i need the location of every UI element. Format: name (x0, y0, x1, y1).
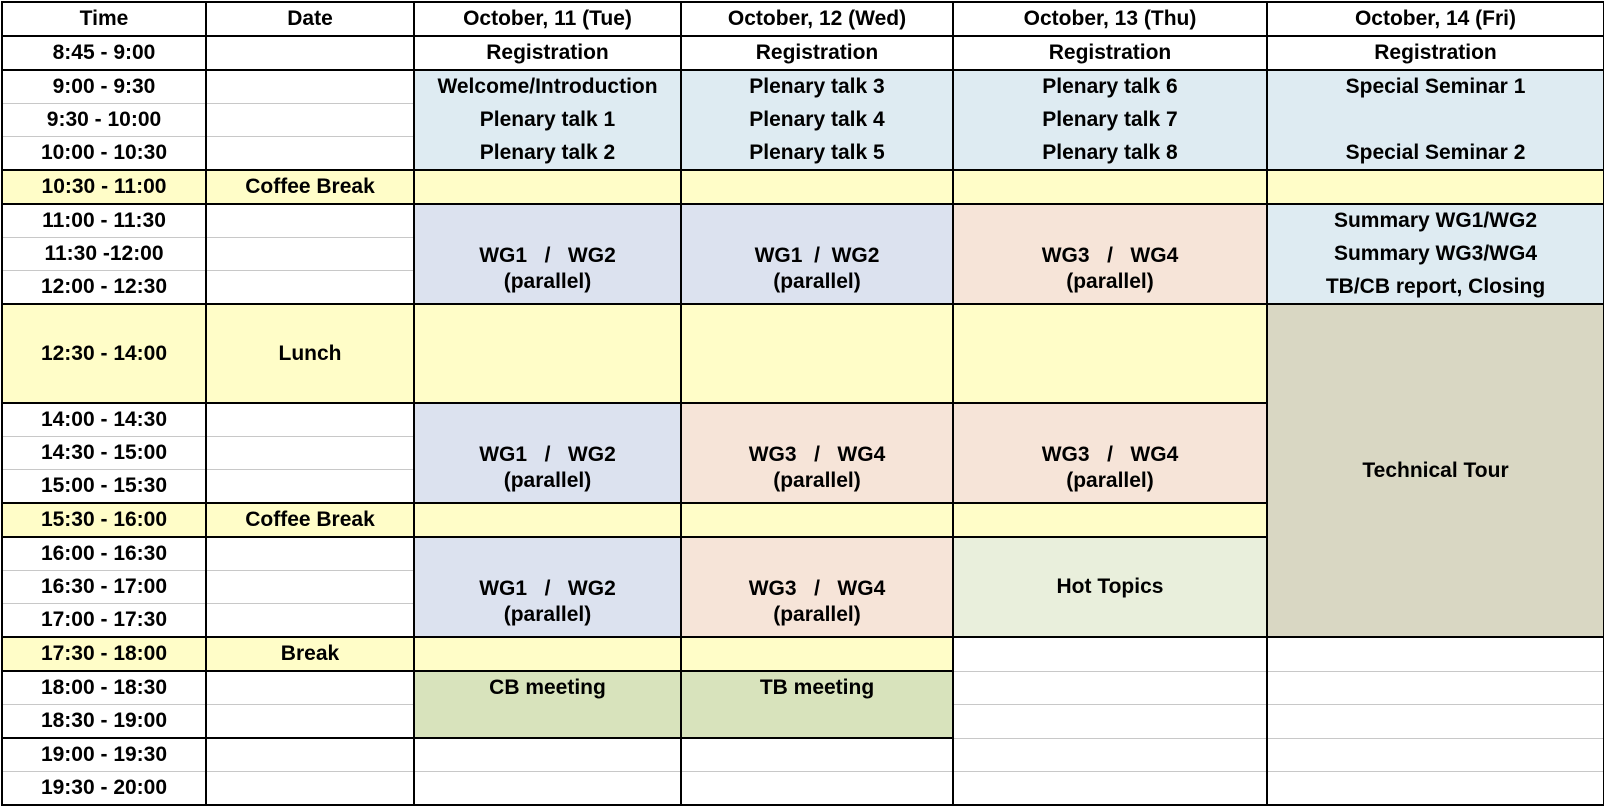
session-title: WG1 / WG2 (479, 443, 616, 466)
tue-wg-session-1 (414, 204, 681, 304)
break-label: Break (206, 637, 414, 671)
time-cell: 17:00 - 17:30 (2, 604, 206, 638)
wed-empty-slot (681, 738, 953, 772)
thu-plenary-7: Plenary talk 7 (953, 104, 1267, 137)
thu-break-cell (953, 503, 1267, 537)
thu-wg-session-2 (953, 403, 1267, 503)
session-note: (parallel) (503, 603, 592, 626)
thu-empty-slot (953, 772, 1267, 806)
thu-plenary-6: Plenary talk 6 (953, 70, 1267, 104)
date-cell (206, 470, 414, 504)
time-cell: 12:00 - 12:30 (2, 271, 206, 305)
header-time: Time (2, 2, 206, 36)
date-cell (206, 604, 414, 638)
row-0930 (2, 104, 1604, 137)
fri-technical-tour: Technical Tour (1267, 304, 1604, 637)
tue-wg-session-2 (414, 403, 681, 503)
wed-break-cell (681, 637, 953, 671)
time-cell: 18:00 - 18:30 (2, 671, 206, 705)
fri-summary-wg1-wg2: Summary WG1/WG2 (1267, 204, 1604, 238)
date-cell (206, 738, 414, 772)
time-cell: 18:30 - 19:00 (2, 705, 206, 739)
session-title: WG3 / WG4 (748, 577, 886, 600)
thu-empty-slot (953, 705, 1267, 739)
session-note: (parallel) (773, 603, 861, 626)
tue-welcome: Welcome/Introduction (414, 70, 681, 104)
wed-wg-session-3 (681, 537, 953, 637)
wed-plenary-5: Plenary talk 5 (681, 137, 953, 171)
time-cell: 11:30 -12:00 (2, 238, 206, 271)
tue-break-cell (414, 170, 681, 204)
date-cell (206, 271, 414, 305)
tue-registration: Registration (414, 36, 681, 70)
session-note: (parallel) (503, 270, 592, 293)
row-0845 (2, 36, 1604, 70)
time-cell: 10:30 - 11:00 (2, 170, 206, 204)
thu-wg-session-1 (953, 204, 1267, 304)
date-cell (206, 671, 414, 705)
date-cell (206, 70, 414, 104)
session-title: WG1 / WG2 (754, 244, 880, 267)
wed-wg-session-1 (681, 204, 953, 304)
time-cell: 16:30 - 17:00 (2, 571, 206, 604)
tue-break-cell (414, 503, 681, 537)
date-cell (206, 36, 414, 70)
header-day-wed: October, 12 (Wed) (681, 2, 953, 36)
time-cell: 9:00 - 9:30 (2, 70, 206, 104)
wed-wg-session-2 (681, 403, 953, 503)
fri-summary-wg3-wg4: Summary WG3/WG4 (1267, 238, 1604, 271)
date-cell (206, 437, 414, 470)
time-cell: 10:00 - 10:30 (2, 137, 206, 171)
tue-break-cell (414, 637, 681, 671)
date-cell (206, 705, 414, 739)
date-cell (206, 403, 414, 437)
tue-lunch-cell (414, 304, 681, 403)
wed-lunch-cell (681, 304, 953, 403)
row-1030 (2, 170, 1604, 204)
time-cell: 14:00 - 14:30 (2, 403, 206, 437)
thu-lunch-cell (953, 304, 1267, 403)
time-cell: 16:00 - 16:30 (2, 537, 206, 571)
fri-empty-slot (1267, 637, 1604, 671)
tue-cb-meeting: CB meeting (414, 671, 681, 738)
thu-empty-slot (953, 738, 1267, 772)
fri-registration: Registration (1267, 36, 1604, 70)
tue-empty-slot (414, 738, 681, 772)
wed-plenary-4: Plenary talk 4 (681, 104, 953, 137)
row-1800 (2, 671, 1604, 705)
session-title: WG3 / WG4 (1041, 244, 1179, 267)
wed-break-cell (681, 170, 953, 204)
thu-plenary-8: Plenary talk 8 (953, 137, 1267, 171)
thu-empty-slot (953, 637, 1267, 671)
row-1230 (2, 304, 1604, 403)
thu-hot-topics: Hot Topics (953, 537, 1267, 637)
time-cell: 19:00 - 19:30 (2, 738, 206, 772)
thu-empty-slot (953, 671, 1267, 705)
time-cell: 11:00 - 11:30 (2, 204, 206, 238)
tue-plenary-1: Plenary talk 1 (414, 104, 681, 137)
time-cell: 12:30 - 14:00 (2, 304, 206, 403)
coffee-break-label: Coffee Break (206, 503, 414, 537)
fri-empty-slot (1267, 705, 1604, 739)
time-cell: 15:30 - 16:00 (2, 503, 206, 537)
time-cell: 9:30 - 10:00 (2, 104, 206, 137)
session-title: WG3 / WG4 (748, 443, 886, 466)
header-day-thu: October, 13 (Thu) (953, 2, 1267, 36)
header-row (2, 2, 1604, 36)
fri-break-cell (1267, 170, 1604, 204)
wed-registration: Registration (681, 36, 953, 70)
row-1100 (2, 204, 1604, 238)
coffee-break-label: Coffee Break (206, 170, 414, 204)
date-cell (206, 772, 414, 806)
fri-closing: TB/CB report, Closing (1267, 271, 1604, 305)
session-title: WG3 / WG4 (1041, 443, 1179, 466)
row-0900 (2, 70, 1604, 104)
fri-empty-slot (1267, 104, 1604, 137)
thu-registration: Registration (953, 36, 1267, 70)
thu-break-cell (953, 170, 1267, 204)
lunch-label: Lunch (206, 304, 414, 403)
row-1930 (2, 772, 1604, 806)
date-cell (206, 537, 414, 571)
row-1730 (2, 637, 1604, 671)
date-cell (206, 571, 414, 604)
header-day-tue: October, 11 (Tue) (414, 2, 681, 36)
header-date: Date (206, 2, 414, 36)
fri-special-seminar-2: Special Seminar 2 (1267, 137, 1604, 171)
date-cell (206, 238, 414, 271)
session-note: (parallel) (773, 270, 861, 293)
session-note: (parallel) (503, 469, 592, 492)
session-title: WG1 / WG2 (479, 244, 616, 267)
time-cell: 14:30 - 15:00 (2, 437, 206, 470)
tue-empty-slot (414, 772, 681, 806)
session-title: WG1 / WG2 (479, 577, 616, 600)
wed-plenary-3: Plenary talk 3 (681, 70, 953, 104)
row-1000 (2, 137, 1604, 171)
row-1900 (2, 738, 1604, 772)
schedule-table (1, 1, 1604, 806)
time-cell: 19:30 - 20:00 (2, 772, 206, 806)
session-note: (parallel) (773, 469, 861, 492)
time-cell: 17:30 - 18:00 (2, 637, 206, 671)
tue-plenary-2: Plenary talk 2 (414, 137, 681, 171)
fri-empty-slot (1267, 772, 1604, 806)
session-note: (parallel) (1066, 469, 1154, 492)
date-cell (206, 204, 414, 238)
date-cell (206, 137, 414, 171)
wed-break-cell (681, 503, 953, 537)
wed-tb-meeting: TB meeting (681, 671, 953, 738)
time-cell: 8:45 - 9:00 (2, 36, 206, 70)
fri-empty-slot (1267, 671, 1604, 705)
time-cell: 15:00 - 15:30 (2, 470, 206, 504)
header-day-fri: October, 14 (Fri) (1267, 2, 1604, 36)
tue-wg-session-3 (414, 537, 681, 637)
fri-empty-slot (1267, 738, 1604, 772)
fri-special-seminar-1: Special Seminar 1 (1267, 70, 1604, 104)
date-cell (206, 104, 414, 137)
session-note: (parallel) (1066, 270, 1154, 293)
wed-empty-slot (681, 772, 953, 806)
